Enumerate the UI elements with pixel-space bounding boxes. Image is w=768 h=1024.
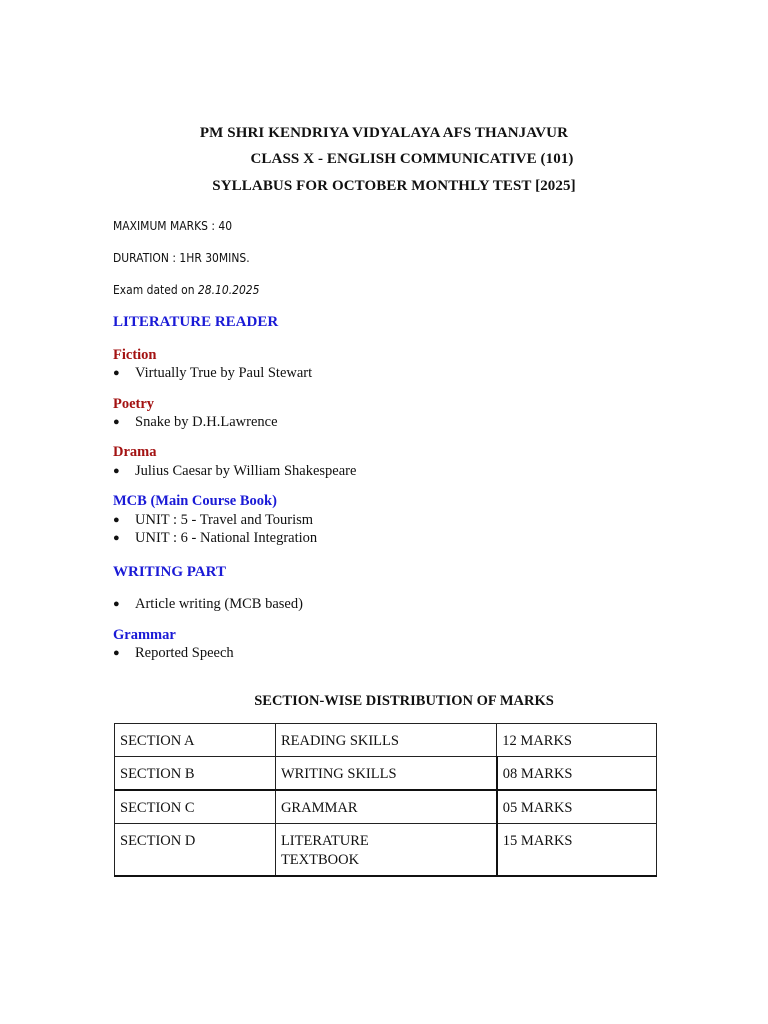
section-cell: SECTION B [115, 757, 276, 791]
marks-cell: 15 MARKS [497, 824, 657, 877]
section-cell: SECTION C [115, 790, 276, 824]
skill-cell: WRITING SKILLS [275, 757, 496, 791]
section-cell: SECTION D [115, 824, 276, 877]
literature-reader-heading: LITERATURE READER [113, 314, 279, 330]
exam-date-label: Exam dated on [113, 282, 198, 297]
writing-part-heading: WRITING PART [113, 564, 226, 580]
marks-cell: 12 MARKS [497, 724, 657, 757]
distribution-title: SECTION-WISE DISTRIBUTION OF MARKS [254, 693, 554, 709]
section-cell: SECTION A [115, 724, 276, 757]
list-item [113, 463, 356, 480]
bullet-icon: ● [113, 465, 120, 477]
maximum-marks: MAXIMUM MARKS : 40 [113, 218, 233, 233]
skill-cell: READING SKILLS [275, 724, 496, 757]
skill-cell: GRAMMAR [275, 790, 496, 824]
poetry-item: Snake by D.H.Lawrence [135, 414, 278, 430]
table-row [115, 824, 657, 877]
mcb-heading: MCB (Main Course Book) [113, 493, 277, 509]
bullet-icon: ● [113, 647, 120, 659]
table-row [115, 724, 657, 757]
class-subject-title: CLASS X - ENGLISH COMMUNICATIVE (101) [250, 151, 574, 167]
bullet-icon: ● [113, 598, 120, 610]
bullet-icon: ● [113, 532, 120, 544]
duration: DURATION : 1HR 30MINS. [113, 250, 250, 265]
marks-distribution-table [114, 723, 657, 877]
list-item [113, 530, 317, 547]
list-item [113, 645, 234, 662]
skill-cell: LITERATURE TEXTBOOK [275, 824, 496, 877]
bullet-icon: ● [113, 514, 120, 526]
syllabus-title: SYLLABUS FOR OCTOBER MONTHLY TEST [2025] [212, 178, 576, 194]
fiction-item: Virtually True by Paul Stewart [135, 365, 313, 381]
list-item [113, 365, 312, 382]
exam-date-line [113, 282, 259, 297]
bullet-icon: ● [113, 367, 120, 379]
writing-item: Article writing (MCB based) [135, 596, 303, 612]
list-item [113, 596, 303, 613]
bullet-icon: ● [113, 416, 120, 428]
table-row [115, 790, 657, 824]
fiction-heading: Fiction [113, 347, 157, 363]
drama-heading: Drama [113, 444, 157, 460]
school-name: PM SHRI KENDRIYA VIDYALAYA AFS THANJAVUR [199, 125, 569, 141]
marks-cell: 05 MARKS [497, 790, 657, 824]
poetry-heading: Poetry [113, 396, 155, 412]
exam-date-value: 28.10.2025 [197, 282, 260, 297]
mcb-item: UNIT : 6 - National Integration [135, 530, 318, 546]
list-item [113, 512, 313, 529]
marks-cell: 08 MARKS [497, 757, 657, 791]
grammar-item: Reported Speech [135, 645, 234, 661]
list-item [113, 414, 278, 431]
drama-item: Julius Caesar by William Shakespeare [135, 463, 357, 479]
grammar-heading: Grammar [113, 627, 176, 643]
table-row [115, 757, 657, 791]
mcb-item: UNIT : 5 - Travel and Tourism [135, 512, 314, 528]
